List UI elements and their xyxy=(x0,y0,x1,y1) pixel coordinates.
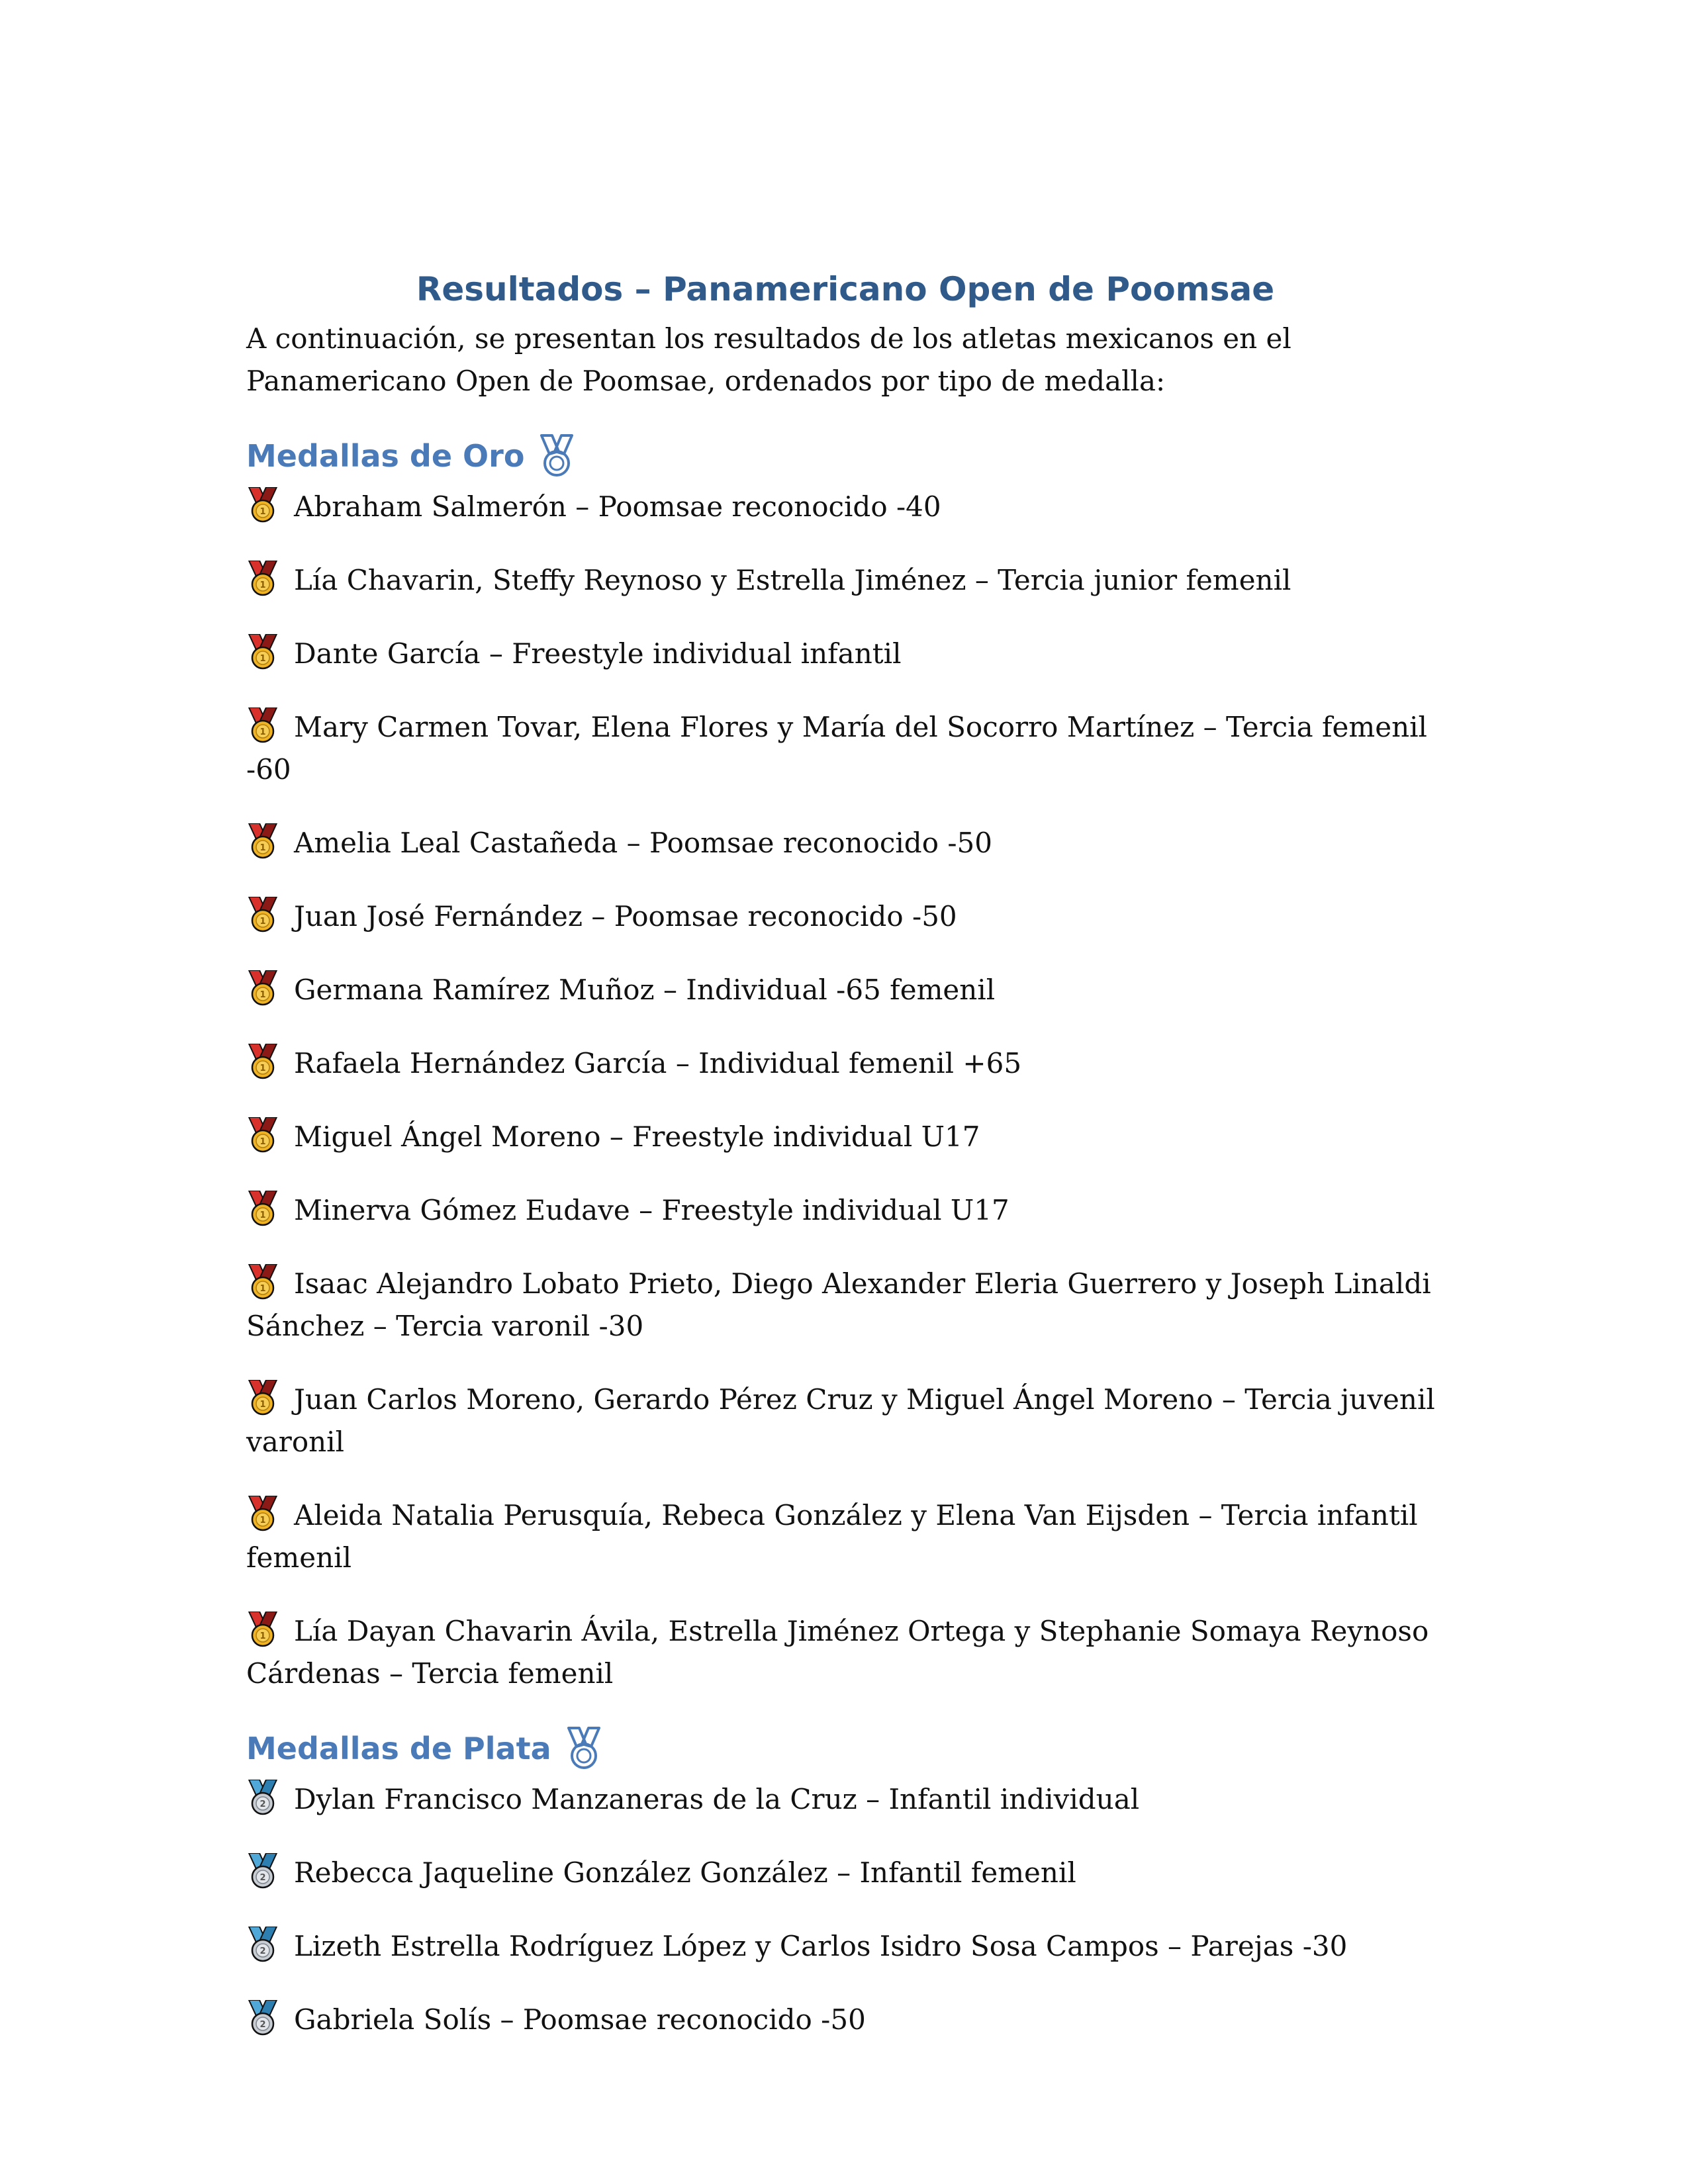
gold-medal-icon xyxy=(246,1612,279,1647)
silver-medal-icon xyxy=(246,1927,279,1962)
gold-medal-icon xyxy=(246,1264,279,1300)
list-item xyxy=(246,1610,1444,1695)
gold-section-heading xyxy=(246,433,1444,479)
list-item-text: Miguel Ángel Moreno – Freestyle individual U17 xyxy=(294,1120,980,1153)
gold-medal-icon xyxy=(246,561,279,596)
gold-medal-list xyxy=(246,486,1444,1695)
list-item-text: Lizeth Estrella Rodríguez López y Carlos Isidro Sosa Campos – Parejas -30 xyxy=(294,1930,1348,1962)
list-item-text: Gabriela Solís – Poomsae reconocido -50 xyxy=(294,2003,866,2036)
list-item xyxy=(246,969,1444,1011)
gold-medal-icon xyxy=(246,1380,279,1416)
medal-outline-icon xyxy=(536,434,577,478)
gold-medal-icon xyxy=(246,897,279,933)
gold-medal-icon xyxy=(246,823,279,859)
list-item-text: Dylan Francisco Manzaneras de la Cruz – Infantil individual xyxy=(294,1783,1140,1815)
list-item-text: Aleida Natalia Perusquía, Rebeca González y Elena Van Eijsden – Tercia infantil femenil xyxy=(246,1499,1418,1574)
silver-heading-text: Medallas de Plata xyxy=(246,1731,551,1766)
list-item xyxy=(246,1379,1444,1463)
list-item xyxy=(246,486,1444,528)
medal-outline-icon xyxy=(563,1727,604,1770)
list-item-text: Lía Dayan Chavarin Ávila, Estrella Jiménez Ortega y Stephanie Somaya Reynoso Cárdenas – Tercia femenil xyxy=(246,1615,1429,1690)
list-item-text: Isaac Alejandro Lobato Prieto, Diego Alexander Eleria Guerrero y Joseph Linaldi Sánchez – Tercia varonil -30 xyxy=(246,1267,1431,1342)
gold-medal-icon xyxy=(246,970,279,1006)
list-item xyxy=(246,1999,1444,2041)
gold-medal-icon xyxy=(246,634,279,670)
list-item-text: Dante García – Freestyle individual infantil xyxy=(294,637,902,670)
list-item-text: Lía Chavarin, Steffy Reynoso y Estrella Jiménez – Tercia junior femenil xyxy=(294,564,1291,596)
document-page xyxy=(246,263,1444,2041)
gold-medal-icon xyxy=(246,707,279,743)
silver-section xyxy=(246,1725,1444,2041)
list-item xyxy=(246,559,1444,602)
list-item xyxy=(246,1852,1444,1894)
gold-medal-icon xyxy=(246,1117,279,1153)
list-item xyxy=(246,633,1444,675)
gold-medal-icon xyxy=(246,1496,279,1531)
gold-medal-icon xyxy=(246,487,279,523)
list-item xyxy=(246,822,1444,864)
list-item xyxy=(246,1189,1444,1232)
list-item xyxy=(246,1494,1444,1579)
silver-medal-icon xyxy=(246,1853,279,1889)
list-item xyxy=(246,706,1444,791)
list-item-text: Amelia Leal Castañeda – Poomsae reconocido -50 xyxy=(294,827,992,859)
silver-medal-list xyxy=(246,1778,1444,2041)
list-item-text: Minerva Gómez Eudave – Freestyle individual U17 xyxy=(294,1194,1009,1226)
gold-section xyxy=(246,433,1444,1695)
list-item xyxy=(246,1263,1444,1347)
list-item xyxy=(246,1116,1444,1158)
gold-medal-icon xyxy=(246,1191,279,1226)
intro-paragraph: A continuación, se presentan los resultados de los atletas mexicanos en el Panamericano Open de Poomsae, ordenados por tipo de medalla: xyxy=(246,322,1291,397)
list-item xyxy=(246,1925,1444,1968)
silver-section-heading xyxy=(246,1725,1444,1772)
silver-medal-icon xyxy=(246,1780,279,1815)
list-item-text: Mary Carmen Tovar, Elena Flores y María del Socorro Martínez – Tercia femenil -60 xyxy=(246,711,1427,786)
list-item-text: Abraham Salmerón – Poomsae reconocido -40 xyxy=(294,490,941,523)
list-item xyxy=(246,895,1444,938)
list-item-text: Rebecca Jaqueline González González – Infantil femenil xyxy=(294,1856,1076,1889)
list-item xyxy=(246,1042,1444,1085)
list-item xyxy=(246,1778,1444,1821)
list-item-text: Juan José Fernández – Poomsae reconocido -50 xyxy=(294,900,957,933)
gold-medal-icon xyxy=(246,1044,279,1079)
silver-medal-icon xyxy=(246,2000,279,2036)
list-item-text: Germana Ramírez Muñoz – Individual -65 femenil xyxy=(294,974,996,1006)
list-item-text: Juan Carlos Moreno, Gerardo Pérez Cruz y Miguel Ángel Moreno – Tercia juvenil varonil xyxy=(246,1383,1435,1458)
list-item-text: Rafaela Hernández García – Individual femenil +65 xyxy=(294,1047,1022,1079)
page-title: Resultados – Panamericano Open de Poomsae xyxy=(416,270,1275,308)
gold-heading-text: Medallas de Oro xyxy=(246,438,525,474)
